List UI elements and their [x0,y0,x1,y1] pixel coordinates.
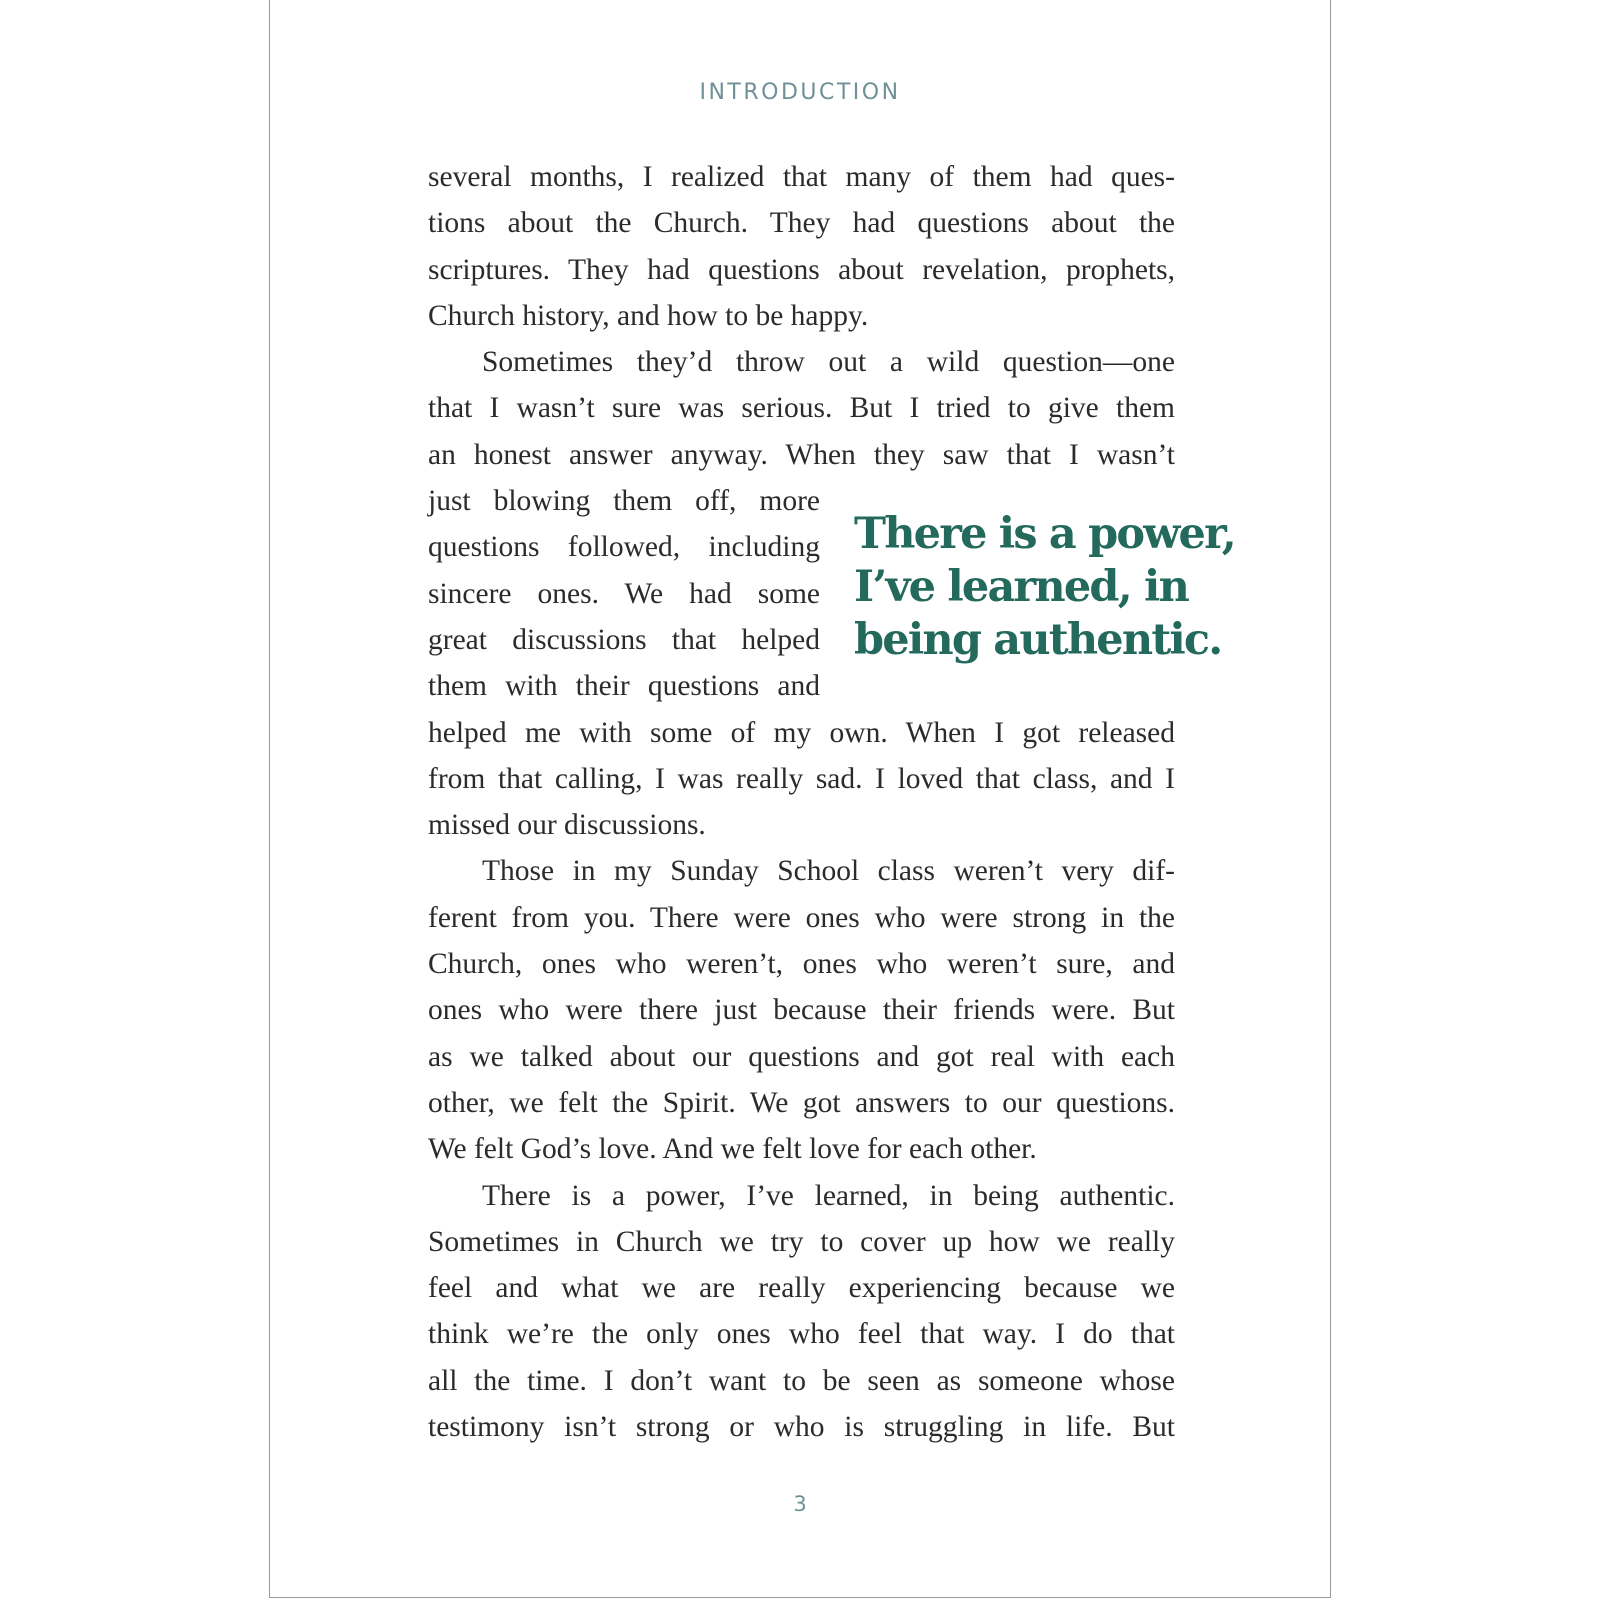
body-line: from that calling, I was really sad. I loved that class, and I [428,762,1175,795]
pull-quote-line: being authentic. [854,615,1222,665]
body-line: testimony isn’t strong or who is struggling in life. But [428,1411,1175,1444]
book-page [269,0,1331,1598]
body-line: feel and what we are really experiencing because we [428,1272,1175,1305]
body-line: them with their questions and [428,670,820,703]
body-line: missed our discussions. [428,809,706,842]
body-line: We felt God’s love. And we felt love for each other. [428,1133,1037,1166]
body-line: Sometimes in Church we try to cover up how we really [428,1225,1175,1258]
body-line: Sometimes they’d throw out a wild question—one [482,346,1175,379]
body-line: great discussions that helped [428,623,820,656]
body-line: ferent from you. There were ones who were strong in the [428,901,1175,934]
running-head: INTRODUCTION [699,80,901,105]
body-line: Church history, and how to be happy. [428,299,869,332]
body-line: an honest answer anyway. When they saw that I wasn’t [428,438,1175,471]
pull-quote-line: I’ve learned, in [854,562,1189,612]
page-number: 3 [793,1492,807,1516]
body-line: questions followed, including [428,531,820,564]
pull-quote-line: There is a power, [854,509,1235,559]
body-line: several months, I realized that many of them had ques- [428,161,1175,193]
body-line: other, we felt the Spirit. We got answers to our questions. [428,1086,1175,1119]
body-line: as we talked about our questions and got real with each [428,1040,1175,1073]
body-line: just blowing them off, more [428,485,820,518]
body-line: helped me with some of my own. When I got released [428,716,1175,749]
body-line: all the time. I don’t want to be seen as someone whose [428,1364,1175,1397]
body-line: sincere ones. We had some [428,577,820,610]
body-line: think we’re the only ones who feel that way. I do that [428,1318,1175,1351]
body-line: tions about the Church. They had questions about the [428,207,1175,240]
body-line: scriptures. They had questions about revelation, prophets, [428,253,1175,286]
body-text [428,154,1175,1450]
body-line: There is a power, I’ve learned, in being authentic. [482,1179,1175,1212]
body-line: that I wasn’t sure was serious. But I tried to give them [428,392,1175,425]
pull-quote [854,508,1235,667]
body-line: Church, ones who weren’t, ones who weren’t sure, and [428,948,1175,981]
body-line: Those in my Sunday School class weren’t very dif- [482,855,1175,888]
body-line: ones who were there just because their friends were. But [428,994,1175,1027]
